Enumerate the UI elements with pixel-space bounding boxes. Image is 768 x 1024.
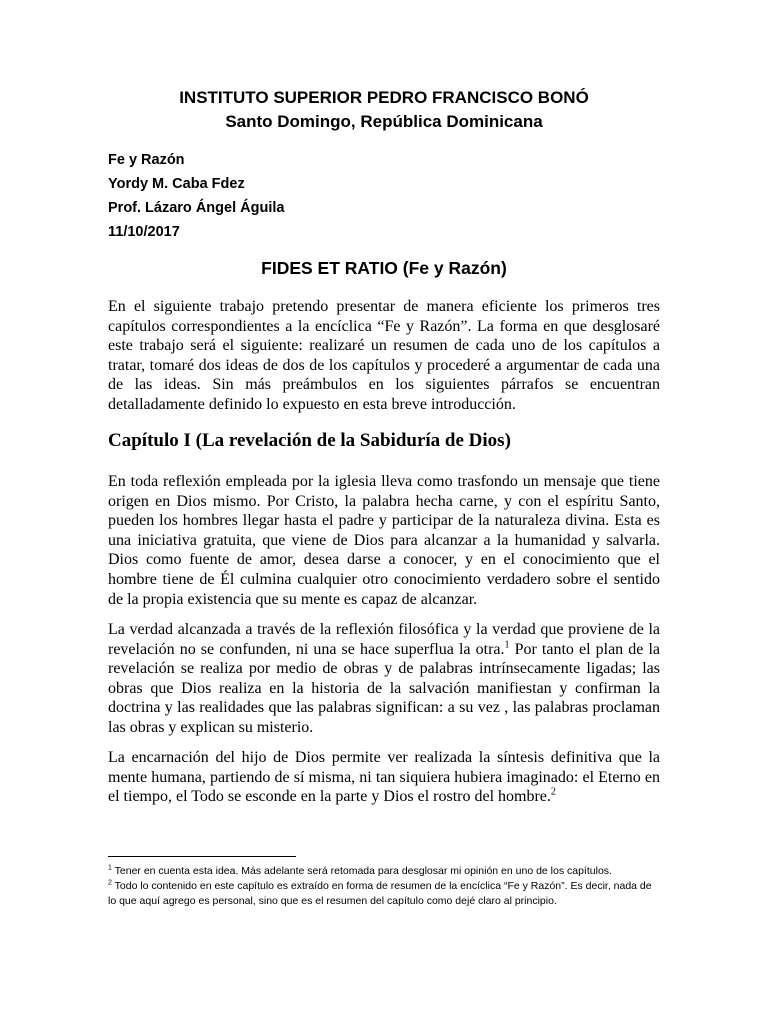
footnote-1 [108, 864, 660, 879]
footnote-2 [108, 879, 660, 909]
document-meta [108, 148, 284, 244]
chapter-paragraph-2 [108, 620, 660, 738]
document-title: FIDES ET RATIO (Fe y Razón) [261, 258, 507, 278]
chapter-title: Capítulo I (La revelación de la Sabiduría de Dios) [108, 430, 511, 451]
footnote-divider [108, 856, 296, 857]
footnote-ref-2[interactable]: 2 [550, 786, 556, 798]
author-line: Yordy M. Caba Fdez [108, 176, 245, 192]
chapter-paragraph-3 [108, 748, 660, 807]
professor-line: Prof. Lázaro Ángel Águila [108, 200, 285, 216]
paragraph-3-text: La encarnación del hijo de Dios permite ver realizada la síntesis definitiva que la mente humana, partiendo de sí misma, ni tan siquiera hubiera imaginado: el Eterno en el tiempo, el Todo se esconde en la parte y Dios el rostro del hombre. [108, 749, 660, 806]
footnotes [108, 864, 660, 909]
footnote-2-text: Todo lo contenido en este capítulo es extraído en forma de resumen de la encíclica “Fe y Razón”. Es decir, nada de lo que aquí agrego es personal, sino que es el resumen del capítulo como dejé claro al principio. [108, 880, 652, 907]
paragraph-2-text-b: Por tanto el plan de la revelación se realiza por medio de obras y de palabras intrínsecamente ligadas; las obras que Dios realiza en la historia de la salvación manifiestan y confirman la doctrina y las realidades que las palabras significan: a su vez , las palabras proclaman las obras y explican su misterio. [108, 640, 660, 736]
paragraph-2-text-a: La verdad alcanzada a través de la reflexión filosófica y la verdad que proviene de la revelación no se confunden, ni una se hace superflua la otra. [108, 621, 660, 658]
footnote-1-text: Tener en cuenta esta idea. Más adelante será retomada para desglosar mi opinión en uno de los capítulos. [111, 865, 612, 877]
institution-name: INSTITUTO SUPERIOR PEDRO FRANCISCO BONÓ [179, 88, 589, 107]
footnote-ref-1[interactable]: 1 [504, 639, 510, 651]
date-line: 11/10/2017 [108, 224, 180, 240]
footnote-mark-2: 2 [108, 879, 112, 887]
institution-location: Santo Domingo, República Dominicana [225, 112, 543, 131]
intro-paragraph: En el siguiente trabajo pretendo presentar de manera eficiente los primeros tres capítulos correspondientes a la encíclica “Fe y Razón”. La forma en que desglosaré este trabajo será el siguiente: realizaré un resumen de cada uno de los capítulos a tratar, tomaré dos ideas de dos de los capítulos y procederé a argumentar de cada una de las ideas. Sin más preámbulos en los siguientes párrafos se encuentran detalladamente definido lo expuesto en esta breve introducción. [108, 298, 660, 413]
chapter-paragraph-1: En toda reflexión empleada por la iglesia lleva como trasfondo un mensaje que tiene origen en Dios mismo. Por Cristo, la palabra hecha carne, y con el espíritu Santo, pueden los hombres llegar hasta el padre y participar de la naturaleza divina. Esta es una iniciativa gratuita, que viene de Dios para alcanzar a la humanidad y salvarla. Dios como fuente de amor, desea darse a conocer, y en el conocimiento que el hombre tiene de Él culmina cualquier otro conocimiento verdadero sobre el sentido de la propia existencia que su mente es capaz de alcanzar. [108, 473, 660, 608]
footnote-mark-1: 1 [108, 864, 112, 872]
subject-line: Fe y Razón [108, 152, 185, 168]
